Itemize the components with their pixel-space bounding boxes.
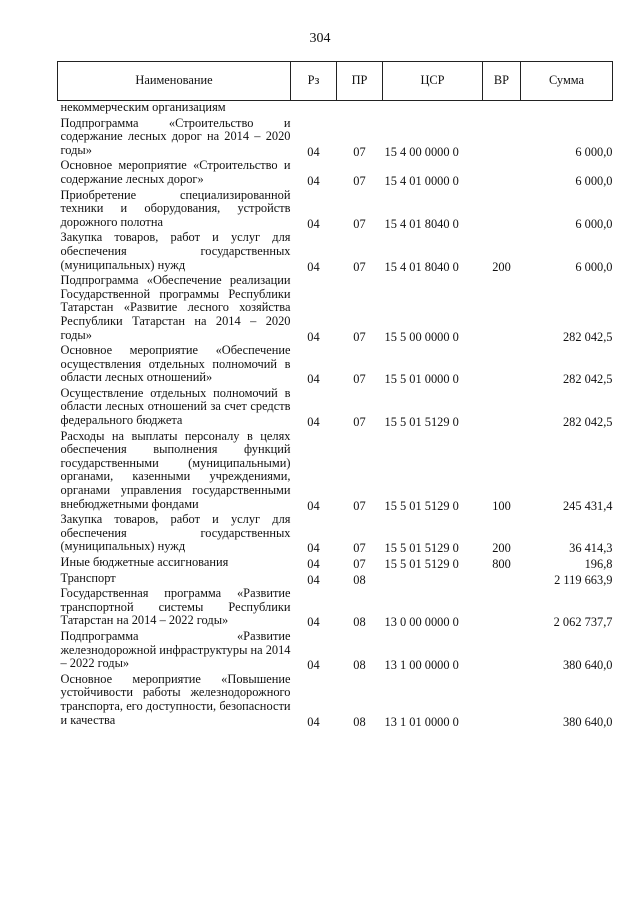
cell-pr: 07	[353, 557, 366, 571]
cell-name: Осуществление отдельных полномочий в области лесных отношений за счет средств федерального бюджета	[60, 385, 291, 428]
table-row	[58, 630, 613, 673]
cell-csr: 13 0 00 0000 0	[384, 615, 459, 630]
cell-rz: 04	[307, 216, 320, 231]
cell-rz	[291, 101, 337, 117]
cell-csr	[383, 572, 483, 588]
cell-name: Основное мероприятие «Строительство и содержание лесных дорог»	[60, 158, 291, 186]
cell-sum: 6 000,0	[575, 216, 613, 231]
cell-sum: 245 431,4	[562, 498, 613, 513]
cell-rz: 04	[307, 658, 320, 673]
cell-csr: 15 5 01 5129 0	[384, 541, 459, 556]
cell-vr	[483, 630, 521, 673]
table-row	[58, 274, 613, 344]
table-row	[58, 673, 613, 729]
cell-csr: 15 5 01 5129 0	[384, 498, 459, 513]
cell-pr: 08	[353, 658, 366, 673]
cell-sum: 36 414,3	[569, 541, 613, 556]
cell-name: Приобретение специализированной техники и оборудования, устройств дорожного полотна	[60, 187, 291, 229]
cell-vr	[483, 587, 521, 630]
cell-vr	[483, 673, 521, 729]
table-row	[58, 344, 613, 387]
table-row	[58, 231, 613, 274]
cell-pr: 08	[353, 615, 366, 630]
cell-name: Закупка товаров, работ и услуг для обеспечения государственных (муниципальных) нужд	[60, 512, 291, 554]
page-number: 304	[309, 31, 331, 46]
cell-vr	[483, 159, 521, 188]
budget-table	[57, 61, 613, 729]
cell-pr: 07	[353, 415, 366, 430]
table-header	[58, 62, 613, 101]
cell-pr: 08	[353, 572, 366, 587]
cell-sum: 282 042,5	[562, 372, 613, 387]
cell-sum: 6 000,0	[575, 173, 613, 188]
cell-vr: 200	[492, 541, 511, 556]
cell-rz: 04	[307, 372, 320, 387]
cell-name: Государственная программа «Развитие транспортной системы Республики Татарстан на 2014 – 2022 годы»	[60, 586, 291, 628]
cell-sum: 6 000,0	[575, 144, 613, 159]
cell-sum: 380 640,0	[562, 714, 613, 729]
cell-csr: 15 4 01 8040 0	[384, 216, 459, 231]
cell-vr	[483, 189, 521, 232]
cell-sum: 196,8	[584, 557, 613, 571]
cell-name: Транспорт	[60, 570, 116, 585]
cell-rz: 04	[307, 541, 320, 556]
cell-vr	[483, 572, 521, 588]
header-sum: Сумма	[521, 62, 613, 101]
header-csr: ЦСР	[383, 62, 483, 101]
cell-csr: 13 1 01 0000 0	[384, 714, 459, 729]
header-pr: ПР	[337, 62, 383, 101]
header-vr: ВР	[483, 62, 521, 101]
cell-csr: 15 5 01 5129 0	[384, 557, 459, 571]
table-row	[58, 513, 613, 556]
cell-name: Иные бюджетные ассигнования	[60, 555, 229, 569]
cell-name: Подпрограмма «Строительство и содержание лесных дорог на 2014 – 2020 годы»	[60, 115, 291, 157]
cell-rz: 04	[307, 415, 320, 430]
cell-vr: 800	[492, 557, 511, 571]
cell-csr: 15 4 01 8040 0	[384, 259, 459, 274]
cell-vr: 200	[492, 259, 511, 274]
cell-pr	[337, 101, 383, 117]
cell-rz: 04	[307, 173, 320, 188]
cell-vr	[483, 274, 521, 344]
table-row	[58, 430, 613, 514]
cell-pr: 07	[353, 498, 366, 513]
cell-pr: 07	[353, 541, 366, 556]
cell-rz: 04	[307, 615, 320, 630]
cell-rz: 04	[307, 557, 320, 571]
cell-pr: 07	[353, 216, 366, 231]
cell-name: Основное мероприятие «Повышение устойчивости работы железнодорожного транспорта, его доступности, безопасности и качества	[60, 671, 291, 727]
cell-name: Основное мероприятие «Обеспечение осуществления отдельных полномочий в области лесных отношений»	[60, 343, 291, 385]
table-body	[58, 101, 613, 730]
cell-name: Подпрограмма «Обеспечение реализации Государственной программы Республики Татарстан «Развитие лесного хозяйства Республики Татарстан на 2014 – 2020 годы»	[60, 273, 291, 342]
cell-sum: 282 042,5	[562, 415, 613, 430]
table-row	[58, 556, 613, 572]
cell-rz: 04	[307, 329, 320, 344]
cell-csr: 15 4 00 0000 0	[384, 144, 459, 159]
cell-csr: 15 5 01 5129 0	[384, 415, 459, 430]
table-row	[58, 572, 613, 588]
cell-sum: 2 119 663,9	[554, 572, 613, 587]
cell-csr: 15 5 01 0000 0	[384, 372, 459, 387]
cell-pr: 07	[353, 173, 366, 188]
cell-pr: 07	[353, 329, 366, 344]
cell-sum: 2 062 737,7	[553, 615, 613, 630]
cell-rz: 04	[307, 714, 320, 729]
cell-vr: 100	[492, 498, 511, 513]
cell-csr: 13 1 00 0000 0	[384, 658, 459, 673]
cell-csr: 15 5 00 0000 0	[384, 329, 459, 344]
table-row	[58, 159, 613, 188]
cell-vr	[483, 101, 521, 117]
cell-rz: 04	[307, 498, 320, 513]
cell-pr: 07	[353, 259, 366, 274]
cell-vr	[483, 117, 521, 160]
cell-vr	[483, 344, 521, 387]
table-row	[58, 117, 613, 160]
cell-vr	[483, 387, 521, 430]
cell-rz: 04	[307, 572, 320, 587]
cell-pr: 07	[353, 144, 366, 159]
cell-name: Подпрограмма «Развитие железнодорожной инфраструктуры на 2014 – 2022 годы»	[60, 628, 291, 671]
cell-name: Закупка товаров, работ и услуг для обеспечения государственных (муниципальных) нужд	[60, 230, 291, 272]
cell-pr: 08	[353, 714, 366, 729]
table-row	[58, 387, 613, 430]
cell-name: Расходы на выплаты персоналу в целях обеспечения выполнения функций государственными (муниципальными) органами, казенными учреждениями, органами управления государственными внебюджетными фондами	[60, 428, 291, 511]
header-name: Наименование	[58, 62, 291, 101]
cell-sum: 282 042,5	[562, 329, 613, 344]
table-row	[58, 587, 613, 630]
cell-rz: 04	[307, 144, 320, 159]
cell-name: некоммерческим организациям	[60, 100, 226, 114]
cell-csr	[383, 101, 483, 117]
header-rz: Рз	[291, 62, 337, 101]
cell-sum: 6 000,0	[575, 259, 613, 274]
cell-csr: 15 4 01 0000 0	[384, 173, 459, 188]
cell-sum	[521, 101, 613, 117]
cell-sum: 380 640,0	[562, 658, 613, 673]
table-row	[58, 189, 613, 232]
table-row	[58, 101, 613, 117]
cell-pr: 07	[353, 372, 366, 387]
cell-rz: 04	[307, 259, 320, 274]
